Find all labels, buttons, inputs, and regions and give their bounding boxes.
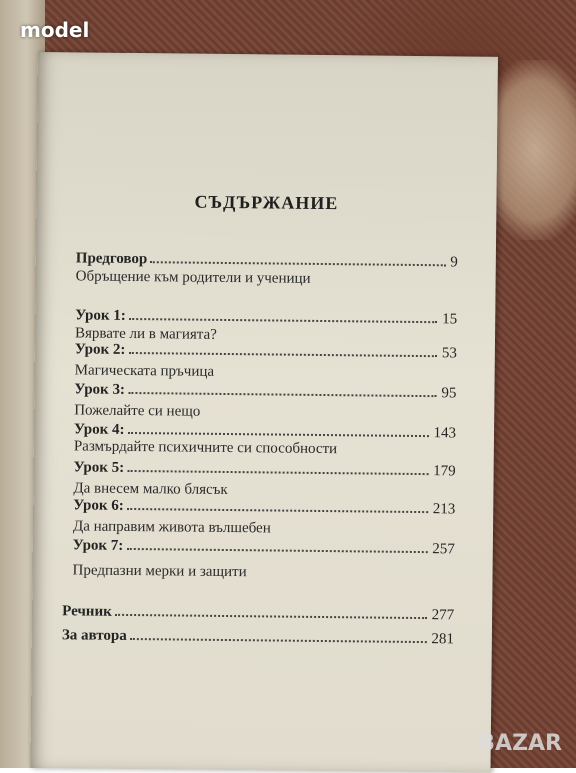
toc-page: 213 <box>432 501 456 518</box>
toc-row-lesson-6 <box>73 494 455 518</box>
toc-label: Урок 5: <box>73 459 125 476</box>
watermark-text: model <box>20 18 90 42</box>
toc-page: 179 <box>433 463 456 480</box>
toc-row-about-author <box>62 624 454 648</box>
toc-subtitle: Пожелайте си нещо <box>74 402 201 420</box>
leader-dots <box>127 469 428 475</box>
toc-page: 95 <box>441 385 457 402</box>
toc-row-glossary <box>62 600 454 624</box>
toc-label: Урок 6: <box>73 497 124 514</box>
toc-subtitle: Вярвате ли в магията? <box>74 325 217 343</box>
toc-row-preface <box>76 247 458 271</box>
leader-dots <box>150 260 445 266</box>
toc-subtitle: Размърдайте психичните си способности <box>73 438 338 458</box>
toc-title: СЪДЪРЖАНИЕ <box>194 191 339 214</box>
toc-row-lesson-7 <box>73 534 455 558</box>
toc-page: 15 <box>442 311 458 328</box>
toc-row-lesson-5 <box>74 456 456 480</box>
leader-dots <box>128 391 436 397</box>
toc-label: Урок 4: <box>73 421 125 438</box>
toc-subtitle: Да направим живота вълшебен <box>72 518 271 537</box>
toc-label: Урок 1: <box>75 307 126 324</box>
toc-subtitle: Да внесем малко блясък <box>73 480 228 499</box>
toc-page: 143 <box>433 425 457 442</box>
toc-subtitle: Обръщение към родители и ученици <box>75 268 311 287</box>
toc-subtitle: Предпазни мерки и защити <box>72 562 247 581</box>
toc-label: Урок 2: <box>74 341 126 358</box>
toc-row-lesson-3 <box>74 378 456 402</box>
toc-label: За автора <box>61 627 127 644</box>
leader-dots <box>128 431 429 437</box>
toc-label: Урок 3: <box>74 381 126 398</box>
book-page <box>31 52 498 773</box>
toc-page: 9 <box>450 254 458 271</box>
leader-dots <box>128 351 436 357</box>
toc-label: Урок 7: <box>72 537 124 554</box>
toc-page: 281 <box>431 631 454 648</box>
toc-page: 257 <box>432 541 455 558</box>
leader-dots <box>126 547 427 553</box>
toc-row-lesson-1 <box>75 304 457 328</box>
toc-page: 53 <box>441 345 457 362</box>
toc-label: Речник <box>62 603 112 620</box>
leader-dots <box>115 613 427 619</box>
leader-dots <box>129 317 437 323</box>
toc-subtitle: Магическата пръчица <box>74 362 215 380</box>
leader-dots <box>130 637 427 643</box>
toc-row-lesson-2 <box>75 338 457 362</box>
toc-label: Предговор <box>75 250 148 268</box>
bazar-logo: BAZAR <box>478 731 562 756</box>
toc-page: 277 <box>431 607 455 624</box>
leader-dots <box>127 507 428 513</box>
